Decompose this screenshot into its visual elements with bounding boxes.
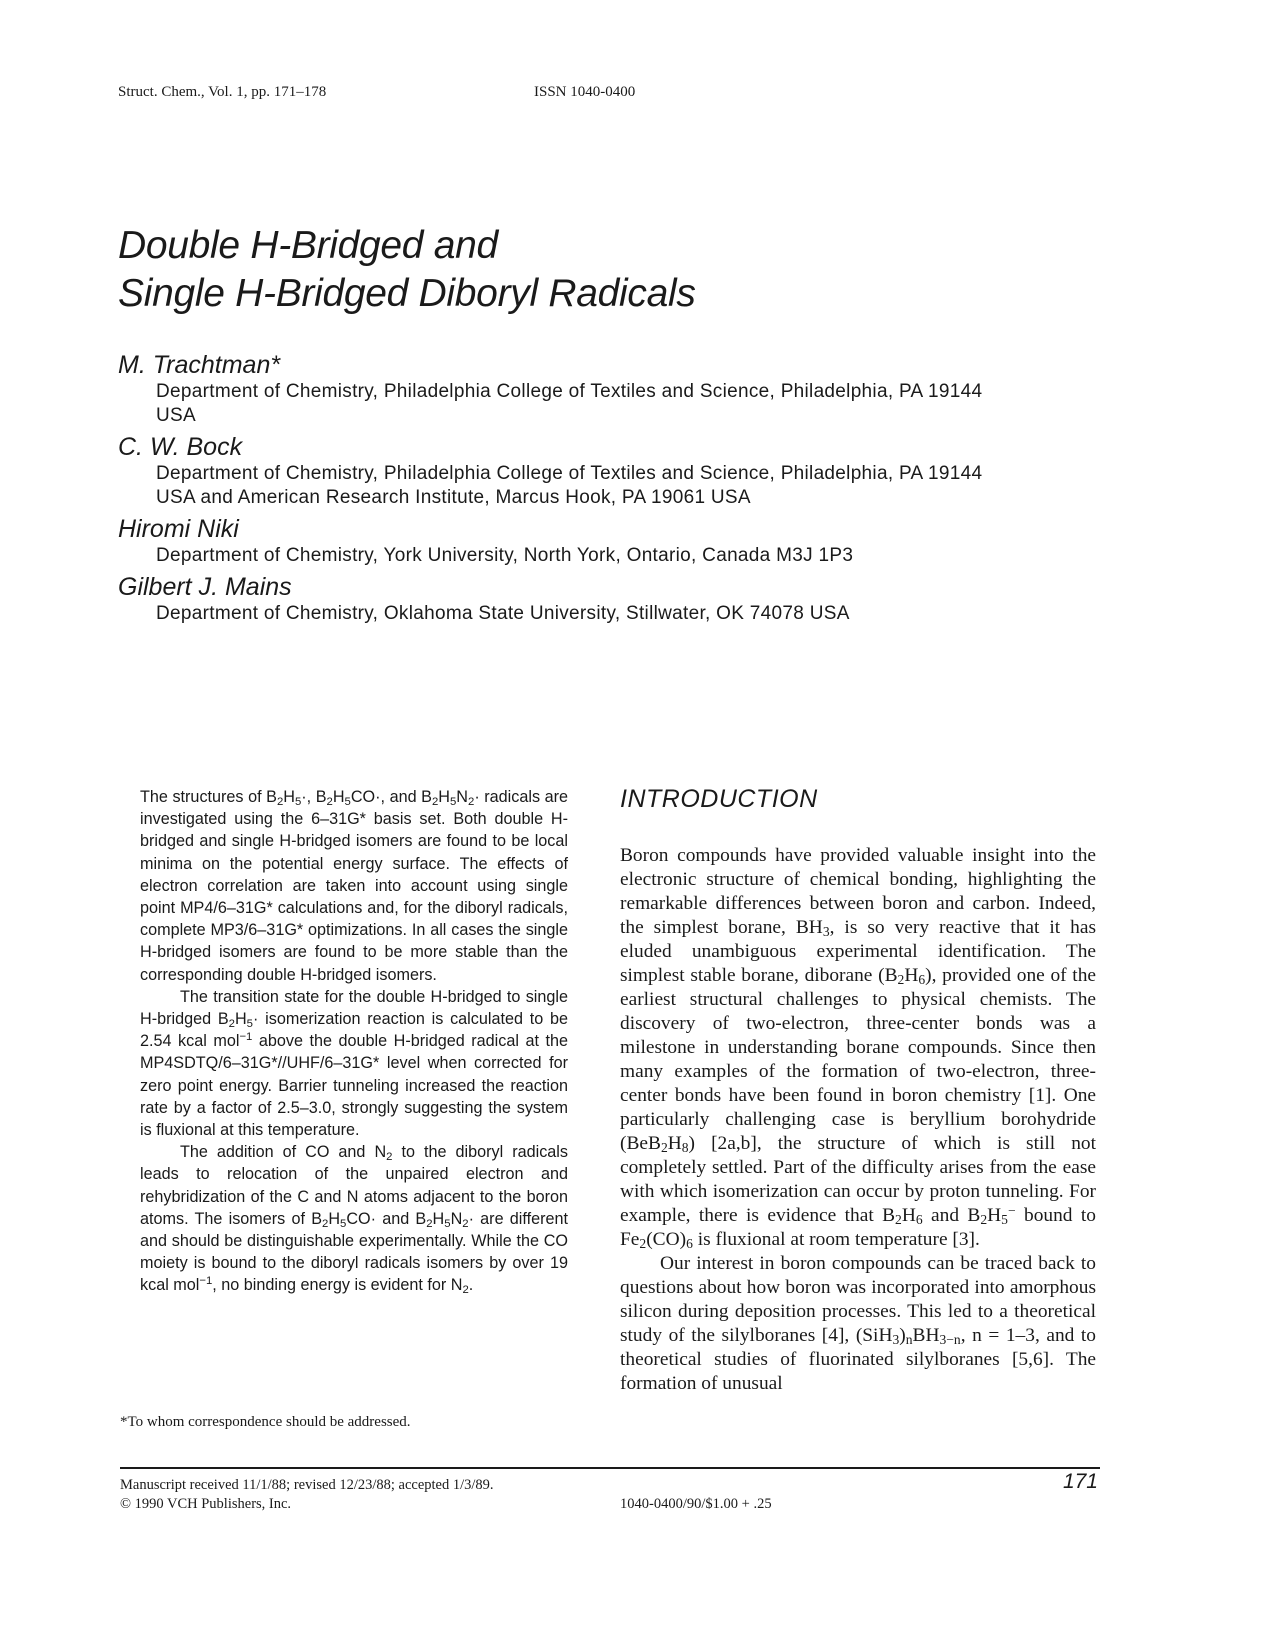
author-entry	[118, 350, 1118, 428]
correspondence-footnote: *To whom correspondence should be addressed.	[120, 1414, 411, 1430]
author-affiliation-line: Department of Chemistry, York University, North York, Ontario, Canada M3J 1P3	[156, 545, 854, 566]
author-entry	[118, 514, 1118, 568]
author-entry	[118, 572, 1118, 626]
copyright-notice: © 1990 VCH Publishers, Inc.	[120, 1496, 292, 1512]
author-affiliation-line: Department of Chemistry, Oklahoma State University, Stillwater, OK 74078 USA	[156, 603, 850, 624]
article-code: 1040-0400/90/$1.00 + .25	[620, 1496, 772, 1512]
page-number: 171	[1062, 1470, 1098, 1493]
abstract-paragraph: The structures of $B_2H_5\cdot$, $B_2H_5CO\cdot$, and $B_2H_5N_2\cdot$ radicals are investigated using the 6–31G* basis set. Both double H-bridged and single H-bridged isomers are found to be local minima on the potential energy surface. The effects of electron correlation are taken into account using single point MP4/6–31G* calculations and, for the diboryl radicals, complete MP3/6–31G* optimizations. In all cases the single H-bridged isomers are found to be more stable than the corresponding double H-bridged isomers.	[140, 788, 569, 984]
footer-rule	[120, 1467, 1100, 1469]
author-name: Gilbert J. Mains	[118, 573, 292, 601]
author-list	[118, 350, 1118, 630]
journal-citation: Struct. Chem., Vol. 1, pp. 171–178	[118, 84, 327, 100]
author-name: M. Trachtman*	[118, 351, 281, 379]
issn: ISSN 1040-0400	[534, 84, 636, 100]
article-title	[118, 222, 1168, 318]
introduction-body	[620, 844, 1096, 1396]
abstract	[140, 786, 568, 1297]
author-affiliation-line: USA and American Research Institute, Marcus Hook, PA 19061 USA	[156, 487, 751, 508]
running-head	[118, 84, 636, 101]
section-heading: INTRODUCTION	[620, 785, 818, 813]
abstract-paragraph: The transition state for the double H-bridged to single H-bridged $B_2H_5\cdot$ isomerization reaction is calculated to be 2.54 kcal mol$^{-1}$ above the double H-bridged radical at the MP4SDTQ/6–31G*//UHF/6–31G* level when corrected for zero point energy. Barrier tunneling increased the reaction rate by a factor of 2.5–3.0, strongly suggesting the system is fluxional at this temperature.	[140, 987, 569, 1140]
title-line-1: Double H-Bridged and	[118, 224, 498, 267]
author-name: C. W. Bock	[118, 433, 243, 461]
introduction-paragraph: Our interest in boron compounds can be traced back to questions about how boron was incorporated into amorphous silicon during deposition processes. This led to a theoretical study of the silylboranes [4], $(SiH_3)_nBH_{3-n}$, n = 1–3, and to theoretical studies of fluorinated silylboranes [5,6]. The formation of unusual	[620, 1253, 1096, 1394]
introduction-section	[620, 784, 1096, 1396]
author-affiliation-line: USA	[156, 405, 196, 426]
author-name: Hiromi Niki	[118, 515, 239, 543]
manuscript-info	[120, 1476, 494, 1514]
manuscript-dates: Manuscript received 11/1/88; revised 12/23/88; accepted 1/3/89.	[120, 1477, 494, 1493]
abstract-paragraph: The addition of CO and $N_2$ to the diboryl radicals leads to relocation of the unpaired electron and rehybridization of the C and N atoms adjacent to the boron atoms. The isomers of $B_2H_5CO\cdot$ and $B_2H_5N_2\cdot$ are different and should be distinguishable experimentally. While the CO moiety is bound to the diboryl radicals isomers by over 19 kcal mol$^{-1}$, no binding energy is evident for $N_2$.	[140, 1143, 568, 1297]
introduction-paragraph: Boron compounds have provided valuable insight into the electronic structure of chemical bonding, highlighting the remarkable differences between boron and carbon. Indeed, the simplest borane, $BH_3$, is so very reactive that it has eluded unambiguous experimental identification. The simplest stable borane, diborane $(B_2H_6)$, provided one of the earliest structural challenges to physical chemists. The discovery of two-electron, three-center bonds was a milestone in understanding borane compounds. Since then many examples of the formation of two-electron, three-center bonds have been found in boron chemistry [1]. One particularly challenging case is beryllium borohydride $(BeB_2H_8)$ [2a,b], the structure of which is still not completely settled. Part of the difficulty arises from the ease with which isomerization can occur by proton tunneling. For example, there is evidence that $B_2H_6$ and $B_2H_5^-$ bound to $Fe_2(CO)_6$ is fluxional at room temperature [3].	[620, 845, 1097, 1251]
author-entry	[118, 432, 1118, 510]
author-affiliation-line: Department of Chemistry, Philadelphia College of Textiles and Science, Philadelphia, PA 19144	[156, 381, 983, 402]
author-affiliation-line: Department of Chemistry, Philadelphia College of Textiles and Science, Philadelphia, PA 19144	[156, 463, 983, 484]
title-line-2: Single H-Bridged Diboryl Radicals	[118, 272, 696, 315]
